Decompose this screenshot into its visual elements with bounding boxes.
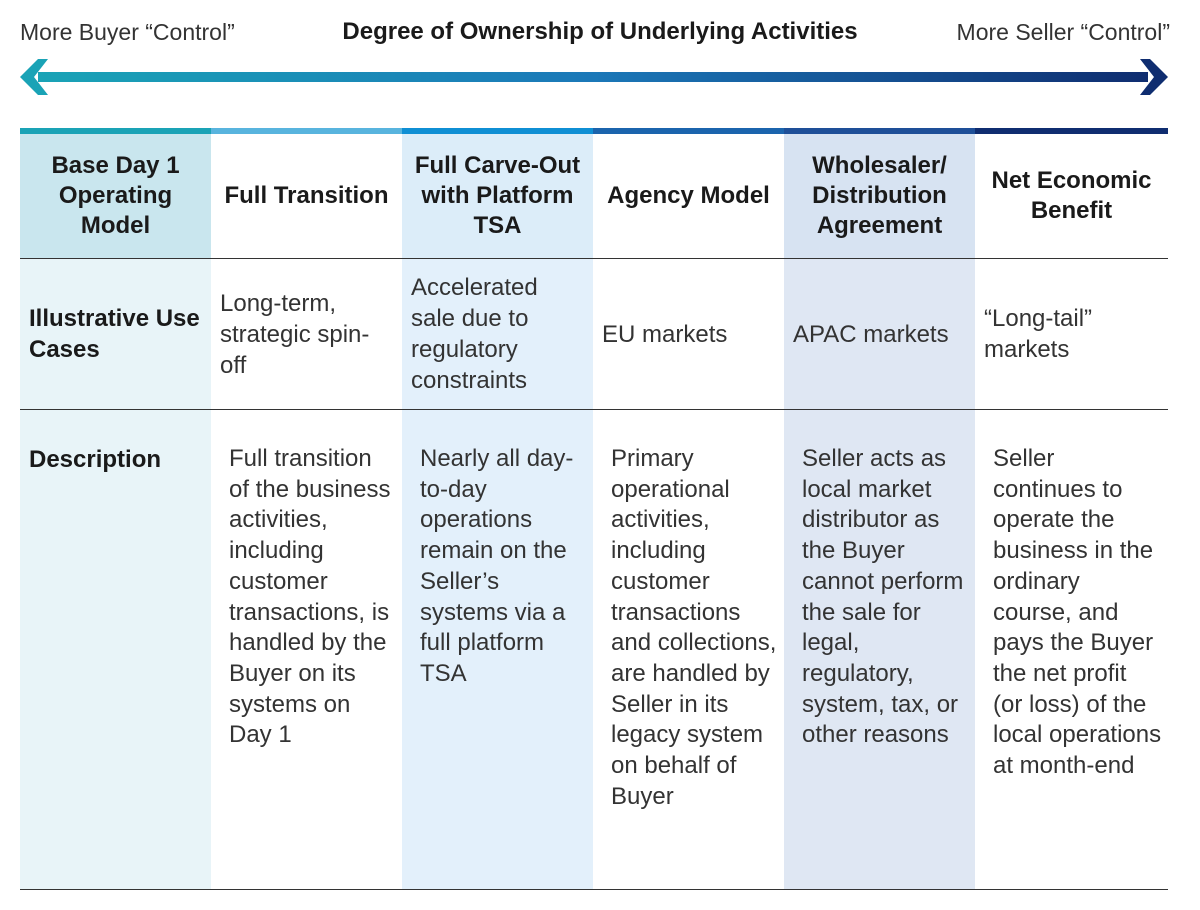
control-spectrum-arrow — [0, 52, 1200, 104]
arrow-shaft — [38, 72, 1148, 82]
description-net-economic-benefit: Seller continues to operate the business in the ordinary course, and pays the Buyer the net profit (or loss) of the local operations at month-end — [975, 409, 1168, 890]
use-case-full-transition: Long-term, strategic spin-off — [211, 258, 402, 409]
diagram-title: Degree of Ownership of Underlying Activities — [342, 18, 858, 45]
header-full-transition: Full Transition — [211, 128, 402, 258]
buyer-control-label: More Buyer “Control” — [20, 19, 235, 45]
use-case-net-economic-benefit: “Long-tail” markets — [975, 258, 1168, 409]
description-full-carve-out: Nearly all day-to-day operations remain on the Seller’s systems via a full platform TSA — [402, 409, 593, 890]
seller-control-label: More Seller “Control” — [956, 19, 1170, 45]
header-agency-model: Agency Model — [593, 128, 784, 258]
use-case-agency-model: EU markets — [593, 258, 784, 409]
row-label-use-cases: Illustrative Use Cases — [20, 258, 211, 409]
header-full-carve-out: Full Carve-Out with Platform TSA — [402, 128, 593, 258]
description-agency-model: Primary operational activities, including customer transactions and collections, are handled by Seller in its legacy system on behalf of Buyer — [593, 409, 784, 890]
ownership-table — [20, 128, 1168, 890]
row-label-description: Description — [20, 409, 211, 890]
use-case-wholesaler: APAC markets — [784, 258, 975, 409]
description-full-transition: Full transition of the business activities, including customer transactions, is handled by the Buyer on its systems on Day 1 — [211, 409, 402, 890]
header-wholesaler: Wholesaler/ Distribution Agreement — [784, 128, 975, 258]
description-wholesaler: Seller acts as local market distributor as the Buyer cannot perform the sale for legal, regulatory, system, tax, or other reasons — [784, 409, 975, 890]
use-case-full-carve-out: Accelerated sale due to regulatory constraints — [402, 258, 593, 409]
header-net-economic-benefit: Net Economic Benefit — [975, 128, 1168, 258]
header-base-day-1: Base Day 1 Operating Model — [20, 128, 211, 258]
